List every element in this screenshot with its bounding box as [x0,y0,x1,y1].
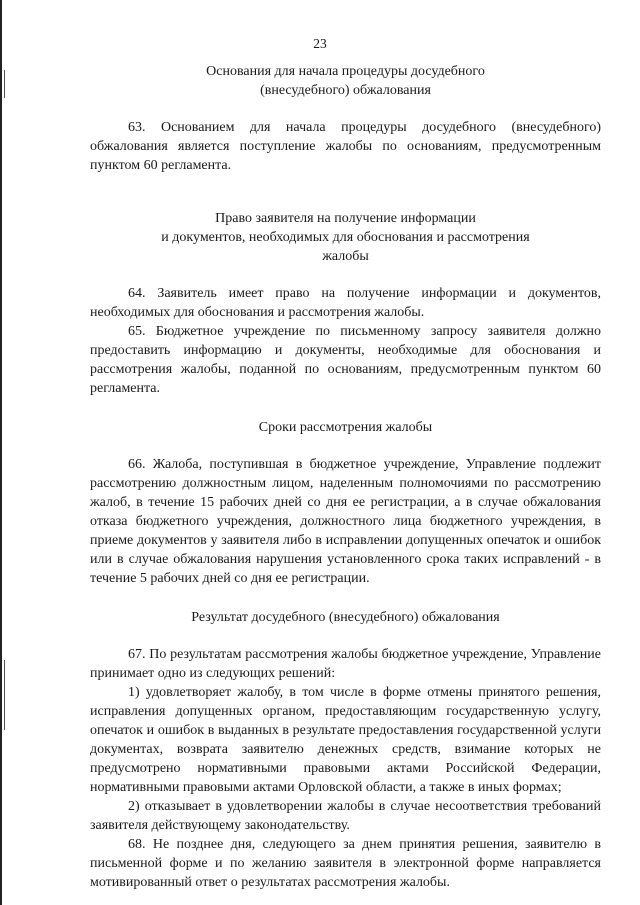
scan-artifact [4,70,5,98]
paragraph-68: 68. Не позднее дня, следующего за днем принятия решения, заявителю в письменной форме и по желанию заявителя в электронной форме направляется мотивированный ответ о результатах рассмотрения жалобы. [90,837,601,890]
section-heading-line: (внесудебного) обжалования [260,83,431,98]
paragraph-66: 66. Жалоба, поступившая в бюджетное учреждение, Управление подлежит рассмотрению должностным лицом, наделенным полномочиями по рассмотрению жалоб, в течение 15 рабочих дней со дня ее регистрации, а в случае обжалования отказа бюджетного учреждения, должностного лица бюджетного учреждения, в приеме документов у заявителя либо в исправлении допущенных опечаток и ошибок или в случае обжалования нарушения установленного срока таких исправлений - в течение 5 рабочих дней со дня ее регистрации. [90,457,601,586]
paragraph-64: 64. Заявитель имеет право на получение информации и документов, необходимых для обоснования и рассмотрения жалобы. [90,286,601,320]
section-appeal-result [90,608,601,892]
paragraph-63: 63. Основанием для начала процедуры досудебного (внесудебного) обжалования является поступление жалобы по основаниям, предусмотренным пунктом 60 регламента. [90,120,601,173]
section-heading-line: Сроки рассмотрения жалобы [258,420,433,435]
paragraph-67: 67. По результатам рассмотрения жалобы бюджетное учреждение, Управление принимает одно из следующих решений: [90,647,601,681]
section-heading-line: и документов, необходимых для обоснования и рассмотрения [161,230,530,245]
section-heading-line: Право заявителя на получение информации [215,211,476,226]
section-right-to-information [90,209,601,398]
scan-artifact [4,660,5,730]
section-heading-line: жалобы [322,249,369,264]
list-item-2: 2) отказывает в удовлетворении жалобы в случае несоответствия требований заявителя действующему законодательству. [90,799,601,833]
page-number: 23 [313,36,327,51]
scan-left-edge [0,0,2,905]
paragraph-65: 65. Бюджетное учреждение по письменному запросу заявителя должно предоставить информацию и документы, необходимые для обоснования и рассмотрения жалобы, поданной по основаниям, предусмотренным пунктом 60 регламента. [90,324,601,396]
section-review-terms [90,418,601,588]
section-heading-line: Основания для начала процедуры досудебного [206,64,485,79]
section-heading-line: Результат досудебного (внесудебного) обжалования [191,610,500,625]
list-item-1: 1) удовлетворяет жалобу, в том числе в форме отмены принятого решения, исправления допущенных органом, предоставляющим государственную услугу, опечаток и ошибок в выданных в результате предоставления государственной услуги документах, возврата заявителю денежных средств, взимание которых не предусмотрено нормативными правовыми актами Российской Федерации, нормативными правовыми актами Орловской области, а также в иных формах; [90,685,601,795]
document-body [90,62,601,892]
section-grounds [90,62,601,175]
